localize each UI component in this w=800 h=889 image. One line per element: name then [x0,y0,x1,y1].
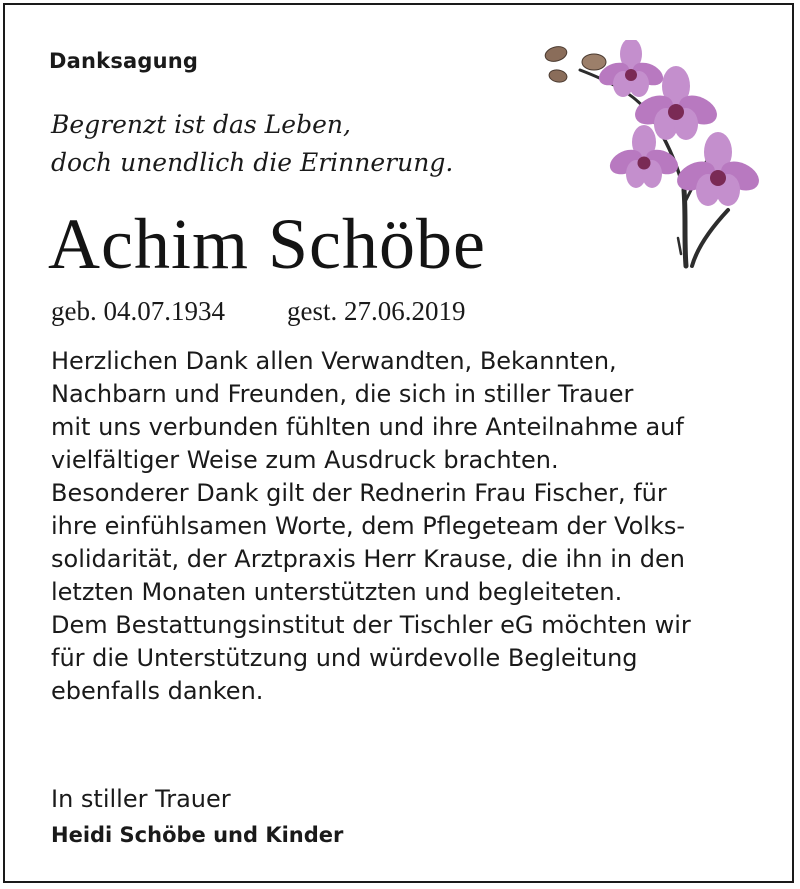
body-line: letzten Monaten unterstützten und begleiteten. [51,578,623,606]
notice-heading: Danksagung [49,49,199,73]
body-line: Besonderer Dank gilt der Rednerin Frau Fischer, für [51,479,667,507]
deceased-name: Achim Schöbe [48,204,486,284]
birth-date: geb. 04.07.1934 [51,296,225,326]
body-line: Nachbarn und Freunden, die sich in stiller Trauer [51,380,634,408]
body-line: Dem Bestattungsinstitut der Tischler eG möchten wir [51,611,691,639]
body-line: für die Unterstützung und würdevolle Begleitung [51,644,638,672]
body-line: Herzlichen Dank allen Verwandten, Bekannten, [51,347,617,375]
body-line: ihre einfühlsamen Worte, dem Pflegeteam der Volks- [51,512,686,540]
body-line: solidarität, der Arztpraxis Herr Krause, die ihn in den [51,545,685,573]
death-date: gest. 27.06.2019 [286,296,466,326]
body-line: ebenfalls danken. [51,677,264,705]
body-line: vielfältiger Weise zum Ausdruck brachten. [51,446,559,474]
thank-you-text [51,345,781,708]
orchid-icon [536,40,766,272]
family-signature: Heidi Schöbe und Kinder [51,823,344,847]
life-dates [51,294,465,328]
quote-line-2: doch unendlich die Erinnerung. [51,148,454,177]
quote-line-1: Begrenzt ist das Leben, [51,110,351,139]
body-line: mit uns verbunden fühlten und ihre Anteilnahme auf [51,413,684,441]
signoff-text: In stiller Trauer [51,785,231,813]
memorial-quote [51,106,453,182]
